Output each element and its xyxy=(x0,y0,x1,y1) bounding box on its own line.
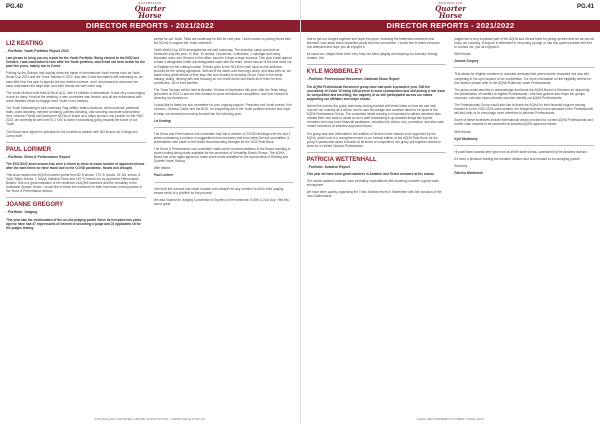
paragraph: The Youth Division held their AGM at QLD, with 19 children in attendance. It was very encouraging to see so many Youth at the meeting, a new committee was formed, and all are enthusiastic with some fantastic ideas to engage more Youth in our industry. xyxy=(6,90,145,103)
director-name: KYLE MOBBERLEY xyxy=(306,69,363,76)
divider xyxy=(154,182,294,183)
article-columns xyxy=(307,37,595,410)
portfolio-title: - Portfolio: Youth Portfolio Report 2022 xyxy=(6,49,69,53)
divider xyxy=(6,197,146,198)
paragraph: As usual our Judges have been very busy out there judging and keeping our industry moving forward. Our xyxy=(306,52,438,61)
paragraph: This show season the AQHA recorded points from 82 B shows, 170 'A' shows, 29 'AA' shows, 8 'AAA' Stake Shows, 1 'AAAA' National Show and 143 'X' events run by Approved Performance Bodies. This is a great indication of the resilience of AQHA members and the versatility of the Australian Quarter Horse. I would like to thank the members for their hard work running shows in the Show & Performance section. xyxy=(6,172,142,194)
paragraph: It's been a pleasure leading the Amateur division and look forward to encouraging growth. xyxy=(454,156,581,161)
paragraph: I feel that the concept has made it easier and cheaper for any member to sit for their judging exams which is a positive for the process. xyxy=(153,186,284,195)
director-name: PAUL LORIMER xyxy=(6,146,52,153)
paragraph: Hi point team awards were given out at all the state shows, sponsored by the Amateur division. xyxy=(454,149,588,154)
signature: Joanne Gregory xyxy=(454,59,479,64)
director-name: JOANNE GREGORY xyxy=(6,202,64,209)
paragraph: Our Youth fundraising is well underway. Rug raffles, stallion auctions, silent auctions, yearbook trails, clubs donating, member donating, parents donating, and securing corporate sponsorship from Johnson Feeds and having the NCHA on board as a major sponsor and partner for the YWC 2023, we currently sit well over $ 17,000 to date in fundraising going towards the future of our Youth. xyxy=(6,106,144,127)
paragraph: The Board have agreed in principle for the portfolio to partner with NCHA and run Cutting and Camp draft xyxy=(6,129,138,138)
lead-paragraph: The AQHA Professional Horsemen group have had quite a proactive year. Still the uncertainty of Covid 19 being still present in most communities and still posing a real issue for competition and travelling, the majority of us still participated across our states supporting our affiliates and major shows. xyxy=(306,84,446,101)
page-footer: AQHA SEPTEMBER/OCTOBER ISSUE 2022 xyxy=(416,417,485,421)
lead-paragraph: This year we have seen great numbers in Amateur and Select numbers at the shows. xyxy=(306,171,435,176)
signature: Paul Lorimer xyxy=(153,173,174,178)
closing: With thanks xyxy=(454,129,471,134)
paragraph: We have been quietly organising the Trans Tasman event in September with the inclusion of the New Caledonians. xyxy=(306,190,442,199)
article-columns xyxy=(6,37,294,410)
paragraph: camps for our Youth. Talks are underway for this for next year. I look forward to joining forces with the NCHA to support the Youth members. xyxy=(153,37,291,46)
paragraph: The Show and Performance sub committee has had a number of ZOOM Meetings over the last 2 years considering a number of suggestions from members and from within the sub-committee. A presentation was made to the Board recommending changes for the 2022 Rule Book. xyxy=(153,131,291,144)
paragraph: The Trans Tasman will be held at Benalla, Victoria in September this year, with the Team being presented at 2022 in and we look forward to some tremendous competition, and look forward to cheering our Aussies on. xyxy=(153,88,289,101)
section-header: DIRECTOR REPORTS - 2021/2022 xyxy=(0,20,300,32)
portfolio-title: - Portfolio: Amateur Report xyxy=(306,164,351,169)
closing: With thanks xyxy=(153,166,171,171)
column-1 xyxy=(307,37,447,410)
page-number: PG.41 xyxy=(576,4,594,10)
divider xyxy=(154,127,294,128)
portfolio-title: - Portfolio: Professional Horsemen, National Show Report xyxy=(306,77,400,82)
lead-paragraph: I am please to bring you my report for the Youth Portfolio. Being elected to the BOD last October, I was nominated to look after the Youth portfolio, which had not been active for the past few years, mainly due to Covid. xyxy=(6,56,146,69)
column-1 xyxy=(6,37,146,410)
aqha-logo: AUSTRALIAN Quarter Horse xyxy=(435,1,466,20)
paragraph: Picking up the Division and looking down the barrel of International Youth events such as Youth World Cup 2023 and the Trans Tasman in 2022, also with Covid boundaries still restricting us, we have little time this year to appoint the two events however, and I am pleased to announce we have undertaken the large task, and both events are well under way. xyxy=(6,71,143,88)
paragraph: We also hosted the Judging Convention in Sydney on the weekend of 20th & 21st July. I felt this was a great xyxy=(153,197,289,206)
paragraph: The Professionals Group would also like to thank the AQHA for their financial support moving forward in to the 2022-2023 show season, the budget that they have allocated to the Professionals will also help us to encourage more members to become Professionals. xyxy=(454,103,593,116)
page-number: PG.40 xyxy=(6,4,24,10)
divider xyxy=(454,67,594,68)
section-header: DIRECTOR REPORTS - 2021/2022 xyxy=(301,20,600,32)
divider xyxy=(454,145,594,146)
closing: Sincerely xyxy=(454,163,468,168)
paragraph: The group was also influential in the addition of Novice horse classes to be approved by the AQHA, which now is a recognised event in our newest edition of the AQHA Rule Book. As the group is passionate about inclusion at all levels of competition, the group put together criteria to allow for a Limited Division Professional. xyxy=(306,131,441,148)
divider xyxy=(307,64,447,65)
signature: Liz Keating xyxy=(153,118,171,123)
page-footer: AUSTRALIAN QUARTER HORSE ASSOCIATION • WWW.AQHA.COM.AU xyxy=(94,417,206,421)
director-name: PATRICIA WETTENHALL xyxy=(306,156,377,163)
aqha-logo: AUSTRALIAN Quarter Horse xyxy=(134,1,166,20)
signature: Kyle Mobberley xyxy=(454,136,478,141)
closing: With thanks xyxy=(454,52,471,57)
lead-paragraph: This year saw the continuation of the on-line judging portal. Since its inception two years ago we have had 47 expressions of interest in becoming a judge and 22 applicants sit for the judges testing. xyxy=(6,217,142,230)
divider xyxy=(6,142,146,143)
divider xyxy=(307,152,447,153)
column-2 xyxy=(454,37,594,410)
paragraph: Some of these incentives include international clinics provided for current AQHA Professionals and further cash rewards to be presented at selected AQHA approved shows. xyxy=(454,118,593,127)
paragraph: The group would also like to acknowledge and thank the AQHA Board of Directors for approving the presentation of rosettes to eligible Professionals - that kind gesture also helps the groups exposure, and also helps promote and also identify our AQHA Professionals. xyxy=(454,87,590,100)
director-name: LIZ KEATING xyxy=(6,41,44,47)
portfolio-title: - Portfolio: Judging xyxy=(6,210,38,215)
paragraph: Behind the scenes the group was busy moving forward with fresh ideas on how we can help improve our industry as a whole, and to also encourage and continue talent to be apart of the AQHA Professional Group. The committee whilst working on incentives to attract members also created their own tools to assist so as to start fundraising to go towards things like injured members who may need financial assistance, education (ie clinics, etc), promotion, and also cash reward incentives at selected approved shows. xyxy=(306,103,444,129)
paragraph: time to get our Judges together and hope everyone, including the interested members who attended, took away some important points from the convention. I would like to thank everyone who attended and hope you all enjoyed it. xyxy=(306,37,440,50)
column-2 xyxy=(154,37,294,410)
signature: Patricia Wettenhall xyxy=(454,170,483,175)
paragraph: Youth World Cup 2023 arrangements are well underway. The selection camp was held at Tamworth July this year. 11 kids, 15 horses, 15 parents, 3 clinicians, 1 manager and many important roles, and Geneva in the office, saw the 5 days a huge success. This year it was agreed to take a designated cutter and designated roper with the team, which saw all of the kids head out to Pagillian for the cutting module. Thanks goes to the NCHA for their input on the selection process for the cutting applicants. With all of the same cold mornings nicely, and talks with us, we made many great efforts of their stay. We look forward to showing off our Youth to the world, making, skiing, herding with and focusing on our Youth future and thank all of them for their contribution. All of their families. xyxy=(153,48,292,85)
paragraph: The novice amateur classes have incredibly expectations with amazing numbers a great class atmosphere. xyxy=(306,179,439,188)
portfolio-title: - Portfolio: Show & Performance Report xyxy=(6,154,71,159)
paragraph: This allows for eligible members to compete amongst their peers and be rewarded, but also still competing in the open aspect of the competition. For more information on the eligibility criteria for this division please refer to the AQHA Rulebook under Professionals. xyxy=(454,72,592,85)
paragraph: I would like to thank my sub committee for your ongoing support. President and Youth events, Kim Johnson, Geneva Clarke and the BOD, for supporting me in the Youth portfolio director and hope to keep our momentum moving forward into the following year. xyxy=(153,103,292,116)
paragraph: judges are a very important part of the AQHA and I thank them for giving up their time so we can all enjoy our showing. If anyone is interested in becoming a judge or has any queries please feel free to contact me, you all enjoyed it. xyxy=(454,37,594,50)
paragraph: The Show & Performance sub-committee made some recommendations to the Board resulting in some funding being made available for the promotion of Versatility Ranch Shows. The AQHA Board has once again agreed to make some funds available for the sponsorship of Reining and Quarter Horse Racing. xyxy=(153,146,291,164)
right-page xyxy=(301,0,600,424)
lead-paragraph: The 2021/2022 show season has seen a return to close to usual number of approved shows after the hard times we have faced due to the COVID pandemic, floods and drought. xyxy=(6,161,145,170)
